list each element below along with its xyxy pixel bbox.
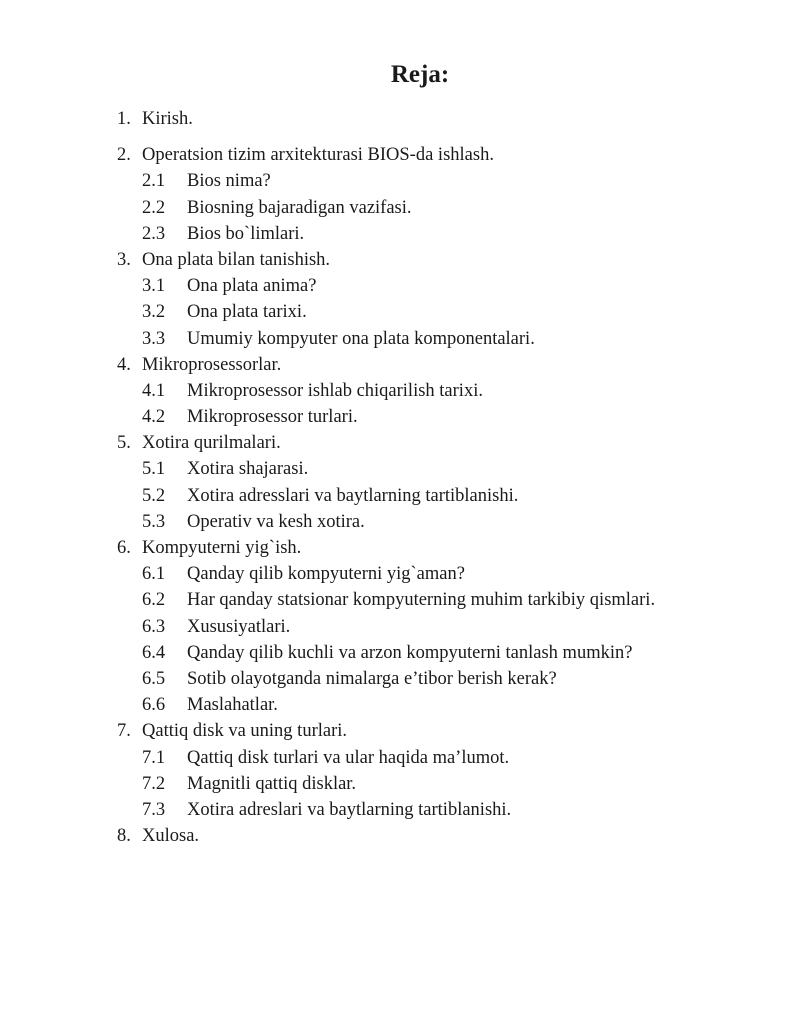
page-title: Reja: [390,61,450,88]
outline-subitem-text: Har qanday statsionar kompyuterning muhim tarkibiy qismlari. [187,590,656,611]
outline-item-text: Operatsion tizim arxitekturasi BIOS-da ishlash. [142,145,494,166]
outline-subitem-text: Operativ va kesh xotira. [187,511,365,532]
outline-subitem-number: 4.1 [142,380,166,401]
outline-subitem-text: Xususiyatlari. [187,616,291,637]
outline-subitem-text: Xotira shajarasi. [187,459,309,480]
outline-subitem-number: 3.3 [142,328,166,349]
outline-subitem-number: 2.3 [142,223,166,244]
outline-subitem-number: 6.4 [142,642,166,663]
outline-subitem-number: 6.1 [142,564,166,585]
outline-subitem-text: Bios bo`limlari. [187,223,305,244]
outline-subitem-text: Xotira adreslari va baytlarning tartiblanishi. [187,799,512,820]
outline-subitem-number: 3.2 [142,302,166,323]
outline-subitem-number: 6.3 [142,616,166,637]
outline-item-number: 2. [117,145,131,166]
outline-subitem-number: 3.1 [142,276,166,297]
outline-subitem-number: 6.5 [142,668,166,689]
outline-subitem-text: Sotib olayotganda nimalarga e’tibor berish kerak? [187,668,557,689]
outline-item-text: Ona plata bilan tanishish. [142,249,331,270]
outline-item-text: Kirish. [142,109,193,129]
outline-subitem-text: Qanday qilib kuchli va arzon kompyuterni tanlash mumkin? [187,642,633,663]
outline-subitem-number: 4.2 [142,407,166,428]
outline-item-number: 8. [117,826,131,847]
outline-subitem-text: Ona plata tarixi. [187,302,307,323]
outline-subitem-text: Umumiy kompyuter ona plata komponentalari. [187,328,535,349]
outline-item-number: 3. [117,249,131,270]
outline-item-number: 7. [117,721,131,742]
outline-item-text: Xotira qurilmalari. [142,433,281,454]
outline-item-text: Mikroprosessorlar. [142,354,282,375]
outline-item-text: Kompyuterni yig`ish. [142,538,302,558]
outline-item-number: 6. [117,538,131,558]
outline-subitem-text: Maslahatlar. [187,695,278,716]
outline-subitem-number: 2.1 [142,171,166,192]
outline-subitem-text: Bios nima? [187,171,271,192]
outline-subitem-number: 2.2 [142,197,166,218]
outline-subitem-number: 7.1 [142,747,166,768]
outline-subitem-text: Mikroprosessor turlari. [187,407,358,428]
outline-item-number: 1. [117,109,131,129]
outline-subitem-number: 6.6 [142,695,166,716]
outline-item-text: Qattiq disk va uning turlari. [142,721,348,742]
outline-subitem-text: Biosning bajaradigan vazifasi. [187,197,412,218]
outline-item-number: 5. [117,433,131,454]
outline-subitem-text: Qattiq disk turlari va ular haqida ma’lumot. [187,747,510,768]
outline-subitem-number: 7.3 [142,799,166,820]
outline-subitem-number: 7.2 [142,773,166,794]
outline-subitem-number: 6.2 [142,590,166,611]
outline-subitem-number: 5.3 [142,511,166,532]
outline-subitem-text: Magnitli qattiq disklar. [187,773,357,794]
outline-subitem-text: Xotira adresslari va baytlarning tartiblanishi. [187,485,519,506]
outline-subitem-number: 5.2 [142,485,166,506]
outline-subitem-number: 5.1 [142,459,166,480]
outline-item-text: Xulosa. [142,826,200,847]
outline-subitem-text: Qanday qilib kompyuterni yig`aman? [187,564,465,585]
outline-subitem-text: Mikroprosessor ishlab chiqarilish tarixi. [187,380,483,401]
outline-subitem-text: Ona plata anima? [187,276,317,297]
outline-item-number: 4. [117,354,131,375]
